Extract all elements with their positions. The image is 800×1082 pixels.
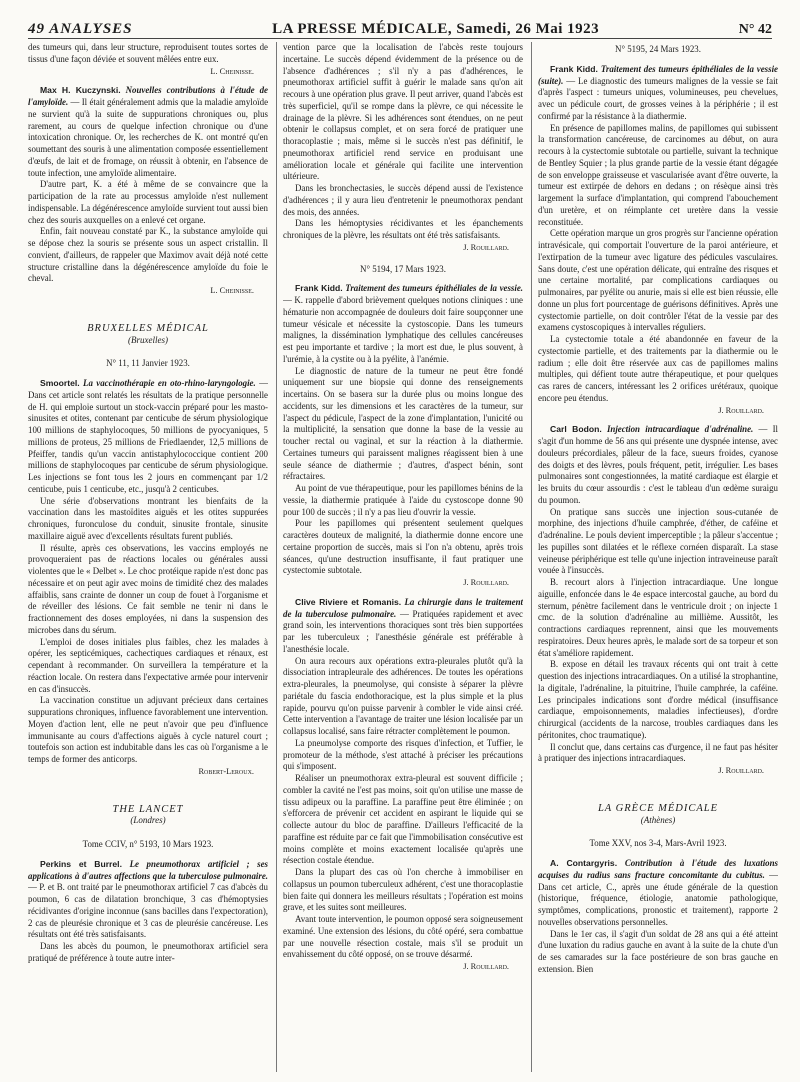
article-author: Clive Riviere et Romanis. <box>295 596 402 607</box>
article-author: Perkins et Burrel. <box>40 858 122 869</box>
journal-city: (Athènes) <box>640 814 676 825</box>
column-2 <box>283 42 523 1076</box>
paragraph: Le diagnostic de nature de la tumeur ne peut être fondé uniquement sur une biopsie qui donne des renseignements incertains. On se basera sur la durée plus ou moins longue des accidents, sur les dimensions et les caractères de la tumeur, sur l'aspect du pédicule, l'aspect de la zone d'implantation, l'unicité ou la multiplicité, la sensation que donne la base de la vessie au toucher rectal ou vaginal, et sur la réaction à la diathermie. Certaines tumeurs qui paraissent malignes réagissent bien à une seule séance de diathermie ; d'autres, d'aspect bénin, sont réfractaires. <box>283 365 523 482</box>
article-text: — Le diagnostic des tumeurs malignes de la vessie se fait d'après l'aspect : tumeurs uniques, volumineuses, peu chevelues, avec un pédicule court, de grosses veines à la périphérie ; il est confirmé par la résistance à la diathermie. <box>538 75 778 121</box>
signature: L. Cheinisse. <box>210 286 254 295</box>
article-text: — K. rappelle d'abord brièvement quelques notions cliniques : une hématurie non accompagnée de douleurs doit faire soupçonner une tumeur vésicale et nécessite la cystoscopie. Dans les tumeurs malignes, la dissémination lymphatique des cellules cancéreuses est peu importante et tardive ; la mort est due, le plus souvent, à l'urémie, à la cystite ou à la pyélite, à l'anémie. <box>283 295 523 364</box>
journal-issue: N° 5195, 24 Mars 1923. <box>615 44 701 54</box>
article-author: A. Contargyris. <box>550 858 618 868</box>
paragraph: Il conclut que, dans certains cas d'urgence, il ne faut pas hésiter à pratiquer des injections intracardiaques. <box>538 741 778 764</box>
paragraph: Pour les papillomes qui présentent seulement quelques caractères douteux de malignité, la diathermie donne encore une certaine proportion de succès, mais si l'on n'a obtenu, après trois séances, qu'une destruction insuffisante, il faut pratiquer une cystectomie subtotale. <box>283 518 523 576</box>
signature: J. Rouillard. <box>718 405 764 415</box>
article-frank-kidd <box>283 283 523 365</box>
paragraph: On pratique sans succès une injection sous-cutanée de morphine, des injections d'huile camphrée, d'éther, de caféine et d'adrénaline. Le pouls devient imperceptible ; la pâleur s'accentue ; les pupilles sont dilatées et le réflexe cornéen disparaît. La stase veineuse périphérique est telle qu'une injection intraveineuse paraît vouée à l'insuccès. <box>538 506 778 576</box>
paragraph: La vaccination constitue un adjuvant précieux dans certaines suppurations chroniques, influence favorablement une intervention. Moyen d'action lent, elle ne peut n'avoir que peu d'influence immunisante au cours d'affections aiguës à cycle naturel court ; toutefois son action est indubitable dans les cas où l'organisme a le temps de former des anticorps. <box>28 695 268 764</box>
article-perkins-burrel <box>28 859 268 941</box>
article-contargyris <box>538 858 778 929</box>
column-1 <box>28 42 268 1076</box>
paragraph: vention parce que la localisation de l'abcès reste toujours incertaine. Le succès dépend évidemment de la présence ou de l'absence d'adhérences ; s'il n'y a pas d'adhérences, le pneumothorax artificiel suffit à guérir le malade sans qu'on ait recours à une opération plus grave. Il peut arriver, quand l'abcès est très superficiel, qu'il se rompe dans la plèvre, ce qui nécessite le drainage de la plèvre. Si les adhérences sont étendues, on ne peut obtenir le collapsus complet, et on sera forcé de pratiquer une thoracoplastie ; mais, même si le succès n'est pas définitif, le pneumothorax artificiel rend service en produisant une amélioration locale et générale qui facilite une intervention ultérieure. <box>283 42 523 182</box>
paragraph: Dans les hémoptysies récidivantes et les épanchements chroniques de la plèvre, les résultats ont été très satisfaisants. <box>283 218 523 240</box>
article-text: — Dans cet article, C., après une étude générale de la question (historique, fréquence, étiologie, anatomie pathologique, symptômes, complications, pronostic et traitement), rapporte 2 nouvelles observations personnelles. <box>538 869 778 927</box>
journal-issue: N° 11, 11 Janvier 1923. <box>106 358 190 369</box>
paragraph: Avant toute intervention, le poumon opposé sera soigneusement examiné. Une extension des lésions, du côté opéré, sera combattue par une nouvelle résection costale, mais s'il se produit un envahissement du côté opposé, on se trouve désarmé. <box>283 914 523 960</box>
journal-city: (Londres) <box>130 815 166 826</box>
journal-masthead: LA PRESSE MÉDICALE, Samedi, 26 Mai 1923 <box>272 21 600 37</box>
article-text: — Dans cet article sont relatés les résultats de la pratique personnelle de H. qui emploie surtout un stock-vaccin préparé pour les masto-sinusites et otites, contenant par centicube de sérum physiologique 100 millions de staphylocoques, 50 millions de pyocyaniques, 5 millions de proteus, 25 millions de Friedlaender, 12,5 millions de Pfeiffer, tandis qu'un vaccin antistaphylococcique contient 200 millions de staphylocoques par centicube de sérum physiologique. Les injections se font tous les 2 jours en commençant par 1/2 centicube, puis 1 centicube, etc., jusqu'à 2 centicubes. <box>28 378 268 494</box>
section-title: ANALYSES <box>49 21 133 37</box>
article-title: Nouvelles contributions à l'étude de l'amyloïde. <box>28 85 268 107</box>
journal-city: (Bruxelles) <box>128 334 168 345</box>
article-riviere-romanis <box>283 597 523 656</box>
article-kuczynski <box>28 85 268 179</box>
paragraph: La pneumolyse comporte des risques d'infection, et Tuffier, le promoteur de la méthode, s'est attaché à préciser les précautions qui s'imposent. <box>283 737 523 772</box>
paragraph: B. expose en détail les travaux récents qui ont trait à cette question des injections intracardiaques. On a utilisé la strophantine, la digitale, l'adrénaline, la pituitrine, l'huile camphrée, la caféine. Les principales indications sont d'ordre médical (insuffisance cardiaque, empoisonnements, maladies infectieuses), d'ordre chirurgical (accidents de la narcose, troubles cardiaques dans les péritonites, choc traumatique). <box>538 659 778 740</box>
signature: J. Rouillard. <box>463 242 509 252</box>
column-divider <box>276 42 277 1072</box>
paragraph: Dans les bronchectasies, le succès dépend aussi de l'existence d'adhérences ; il y aura lieu d'entretenir le pneumothorax pendant des mois, des années. <box>283 183 523 217</box>
article-title: La vaccinothérapie en oto-rhino-laryngologie. <box>83 378 256 388</box>
journal-issue: Tome CCIV, n° 5193, 10 Mars 1923. <box>82 839 214 849</box>
signature: Robert-Leroux. <box>198 766 254 776</box>
article-title: Le pneumothorax artificiel ; ses applications à d'autres affections que la tuberculose pulmonaire. <box>28 858 268 881</box>
article-title: Injection intracardiaque d'adrénaline. <box>606 424 754 435</box>
article-author: Frank Kidd. <box>550 63 598 74</box>
signature: J. Rouillard. <box>718 766 764 775</box>
column-divider <box>531 42 532 1072</box>
header-left <box>28 21 133 38</box>
article-text: — Pratiquées rapidement et avec grand soin, les interventions thoraciques sont très bien supportées par les tuberculeux ; l'anesthésie générale est préférable à l'anesthésie locale. <box>283 608 523 654</box>
journal-name: LA GRÈCE MÉDICALE <box>597 802 719 814</box>
article-title: Traitement des tumeurs épithéliales de la vessie (suite). <box>538 63 778 86</box>
signature: L. Cheinisse. <box>210 66 254 76</box>
article-text: — Il était généralement admis que la maladie amyloïde ne survient qu'à la suite de suppurations chroniques ou, plus rarement, au cours de quelque infection chronique ou d'une intoxication chronique. Or, les recherches de K. ont montré qu'en soumettant des souris à une alimentation composée essentiellement d'œufs, de lait et de fromage, on réussit à obtenir, en l'absence de toute infection, une amyloïde alimentaire. <box>28 97 268 178</box>
page-number: 49 <box>28 21 45 37</box>
paragraph: Cette opération marque un gros progrès sur l'ancienne opération intravésicale, qui comportait l'ouverture de la paroi antérieure, et l'extirpation de la tumeur avec ligature des pédicules vasculaires. Sans doute, c'est une opération délicate, qui entraîne des risques et une certaine mortalité, par complications cardiaques ou pulmonaires, par pyélite ou anurie, mais si elle est bien réussie, elle donne un plus fort pourcentage de guérisons définitives. Après une cystectomie partielle, on doit contrôler l'état de la vessie par des examens cystoscopiques à intervalles réguliers. <box>538 228 778 333</box>
article-title: La chirurgie dans le traitement de la tuberculose pulmonaire. <box>283 596 523 619</box>
paragraph: Enfin, fait nouveau constaté par K., la substance amyloïde qui se dépose chez la souris se présente sous un aspect cristallin. Il convient, d'ailleurs, de rappeler que Maximov avait déjà noté cette structure cristalline dans la dégénérescence amyloïde du foie le cheval. <box>28 226 268 284</box>
article-author: Max H. Kuczynski. <box>40 85 121 96</box>
journal-issue: Tome XXV, nos 3-4, Mars-Avril 1923. <box>589 838 727 849</box>
signature: J. Rouillard. <box>463 578 509 587</box>
issue-number: N° 42 <box>738 22 772 37</box>
paragraph: Une série d'observations montrant les bienfaits de la vaccination dans les mastoïdites aiguës et les otites suppurées chroniques, furonculose du conduit, sinusite frontale, sinusite maxillaire aiguë avec d'excellents résultats furent publiés. <box>28 495 268 541</box>
article-frank-kidd-suite <box>538 64 778 123</box>
journal-name: THE LANCET <box>112 803 184 815</box>
journal-issue: N° 5194, 17 Mars 1923. <box>360 263 446 274</box>
column-3 <box>538 42 778 1076</box>
article-text: — P. et B. ont traité par le pneumothorax artificiel 7 cas d'abcès du poumon, 6 cas de dilatation bronchique, 3 cas d'hémoptysies récidivantes d'origine inconnue (sans bacilles dans l'expectoration), 2 cas de pleurésie chronique et 3 cas de pleurésie cancéreuse. Les résultats ont été très satisfaisants. <box>28 882 268 940</box>
paragraph: Dans les abcès du poumon, le pneumothorax artificiel sera pratiqué de préférence à toute autre inter- <box>28 941 268 963</box>
article-carl-bodon <box>538 424 778 506</box>
article-text: — Il s'agit d'un homme de 56 ans qui présente une dyspnée intense, avec douleurs précordiales, pâleur de la face, sueurs froides, cyanose des doigts et des lèvres, pouls fréquent, petit, irrégulier. Les bases pulmonaires sont congestionnées, la matité cardiaque est élargie et les bruits du cœur assourdis : c'est le tableau d'un œdème suraigu du poumon. <box>538 424 778 505</box>
paragraph: Il résulte, après ces observations, les vaccins employés ne provoqueraient pas de réactions locales ou générales aussi violentes que le « Delbet ». Le choc protéique rapide n'est donc pas nécessaire et on peut agir avec moins de timidité chez des malades affaiblis, sans crainte de donner un coup de fouet à l'organisme et de réveiller des lésions. Ce fait semble ne tenir ni dans le fractionnement des doses employées, ni dans la suspension des microbes dans du sérum. <box>28 542 268 635</box>
paragraph: Dans le 1er cas, il s'agit d'un soldat de 28 ans qui a été atteint d'une luxation du radius gauche en avant à la suite de la chute d'un de ses camarades sur la face postérieure de son bras gauche en extension. Bien <box>538 928 778 974</box>
paragraph: La cystectomie totale a été abandonnée en faveur de la cystectomie partielle, et des traitements par la diathermie ou le radium ; elle doit être réservée aux cas de papillomes malins multiples, qui défient toute autre thérapeutique, et pour quelques cas rares de cancers, intéressant les 2 orifices urétéraux, quoique encore peu étendus. <box>538 334 778 403</box>
page-header <box>28 14 772 39</box>
paragraph: des tumeurs qui, dans leur structure, reproduisent toutes sortes de tissus d'une façon déviée et souvent mêlées entre eux. <box>28 42 268 64</box>
journal-name: BRUXELLES MÉDICAL <box>87 322 209 334</box>
article-author: Carl Bodon. <box>550 424 602 435</box>
article-title: Traitement des tumeurs épithéliales de la vessie. <box>345 283 523 294</box>
signature: J. Rouillard. <box>463 962 509 971</box>
article-author: Frank Kidd. <box>295 283 343 294</box>
article-author: Smoortel. <box>40 378 80 388</box>
paragraph: Réaliser un pneumothorax extra-pleural est souvent difficile ; combler la cavité ne l'est pas moins, soit qu'on utilise une masse de tissu adipeux ou la paraffine. La paraffine peut être éliminée ; on s'efforcera de prévenir cet accident en aspirant le liquide qui se collecte autour du bloc de paraffine. D'ailleurs l'efficacité de la paraffine est réduite par ce fait que l'immobilisation consécutive est moins complète et moins exactement localisée qu'après une résection costale étendue. <box>283 773 523 866</box>
paragraph: Dans la plupart des cas où l'on cherche à immobiliser en collapsus un poumon tuberculeux adhérent, c'est une thoracoplastie bien faite qui donnera les meilleurs résultats ; l'opération est moins grave, et les suites sont meilleures. <box>283 867 523 913</box>
article-smoortel <box>28 378 268 496</box>
paragraph: L'emploi de doses initiales plus faibles, chez les malades à opérer, les septicémiques, cachectiques cardiaques et rénaux, est cependant à recommander. On surveillera la température et la réaction locale. On restera dans l'expectative armée pour intervenir en cas d'insuccès. <box>28 636 268 694</box>
article-title: Contribution à l'étude des luxations acquises du radius sans fracture concomitante du cubitus. <box>538 858 778 880</box>
paragraph: B. recourt alors à l'injection intracardiaque. Une longue aiguille, enfoncée dans le 4e espace intercostal gauche, au bord du sternum, pénètre facilement dans le ventricule droit ; on injecte 1 cmc. de la solution d'adrénaline au millième. Aussitôt, les contractions cardiaques reprennent, ainsi que les mouvements respiratoires. Deux heures après, le malade sort de sa torpeur et son état s'améliore rapidement. <box>538 577 778 658</box>
paragraph: On aura recours aux opérations extra-pleurales plutôt qu'à la dissociation intrapleurale des adhérences. De toutes les opérations extra-pleurales, la pneumolyse, qui consiste à séparer la plèvre pariétale du fascia endothoracique, est la plus simple et la plus rapide, pourvu qu'on puisse parvenir à combler le vide ainsi créé. Cette intervention a l'avantage de traiter une lésion localisée par un collapsus localisé, sans faire rétracter complètement le poumon. <box>283 655 523 736</box>
paragraph: En présence de papillomes malins, de papillomes qui subissent la transformation cancéreuse, de carcinomes au début, on aura recours à la cystectomie subtotale ou partielle, suivant la technique de Bentley Squier ; la plus grande partie de la vessie étant dégagée de son enveloppe graisseuse et vascularisée avant d'être ouverte, la tumeur est extirpée de dehors en dedans ; on résèque ainsi très largement la surface d'implantation, qui comprend l'abouchement d'un uretère, et on réimplante cet uretère dans la vessie reconstituée. <box>538 122 778 227</box>
paragraph: D'autre part, K. a été à même de se convaincre que la participation de la rate au processus amyloïde n'est nullement indispensable. La dégénérescence amyloïde survient tout aussi bien chez des souris auxquelles on a enlevé cet organe. <box>28 179 268 225</box>
paragraph: Au point de vue thérapeutique, pour les papillomes bénins de la vessie, la diathermie pratiquée à l'aide du cystoscope donne 90 pour 100 de succès ; il n'y a pas lieu d'ouvrir la vessie. <box>283 483 523 517</box>
